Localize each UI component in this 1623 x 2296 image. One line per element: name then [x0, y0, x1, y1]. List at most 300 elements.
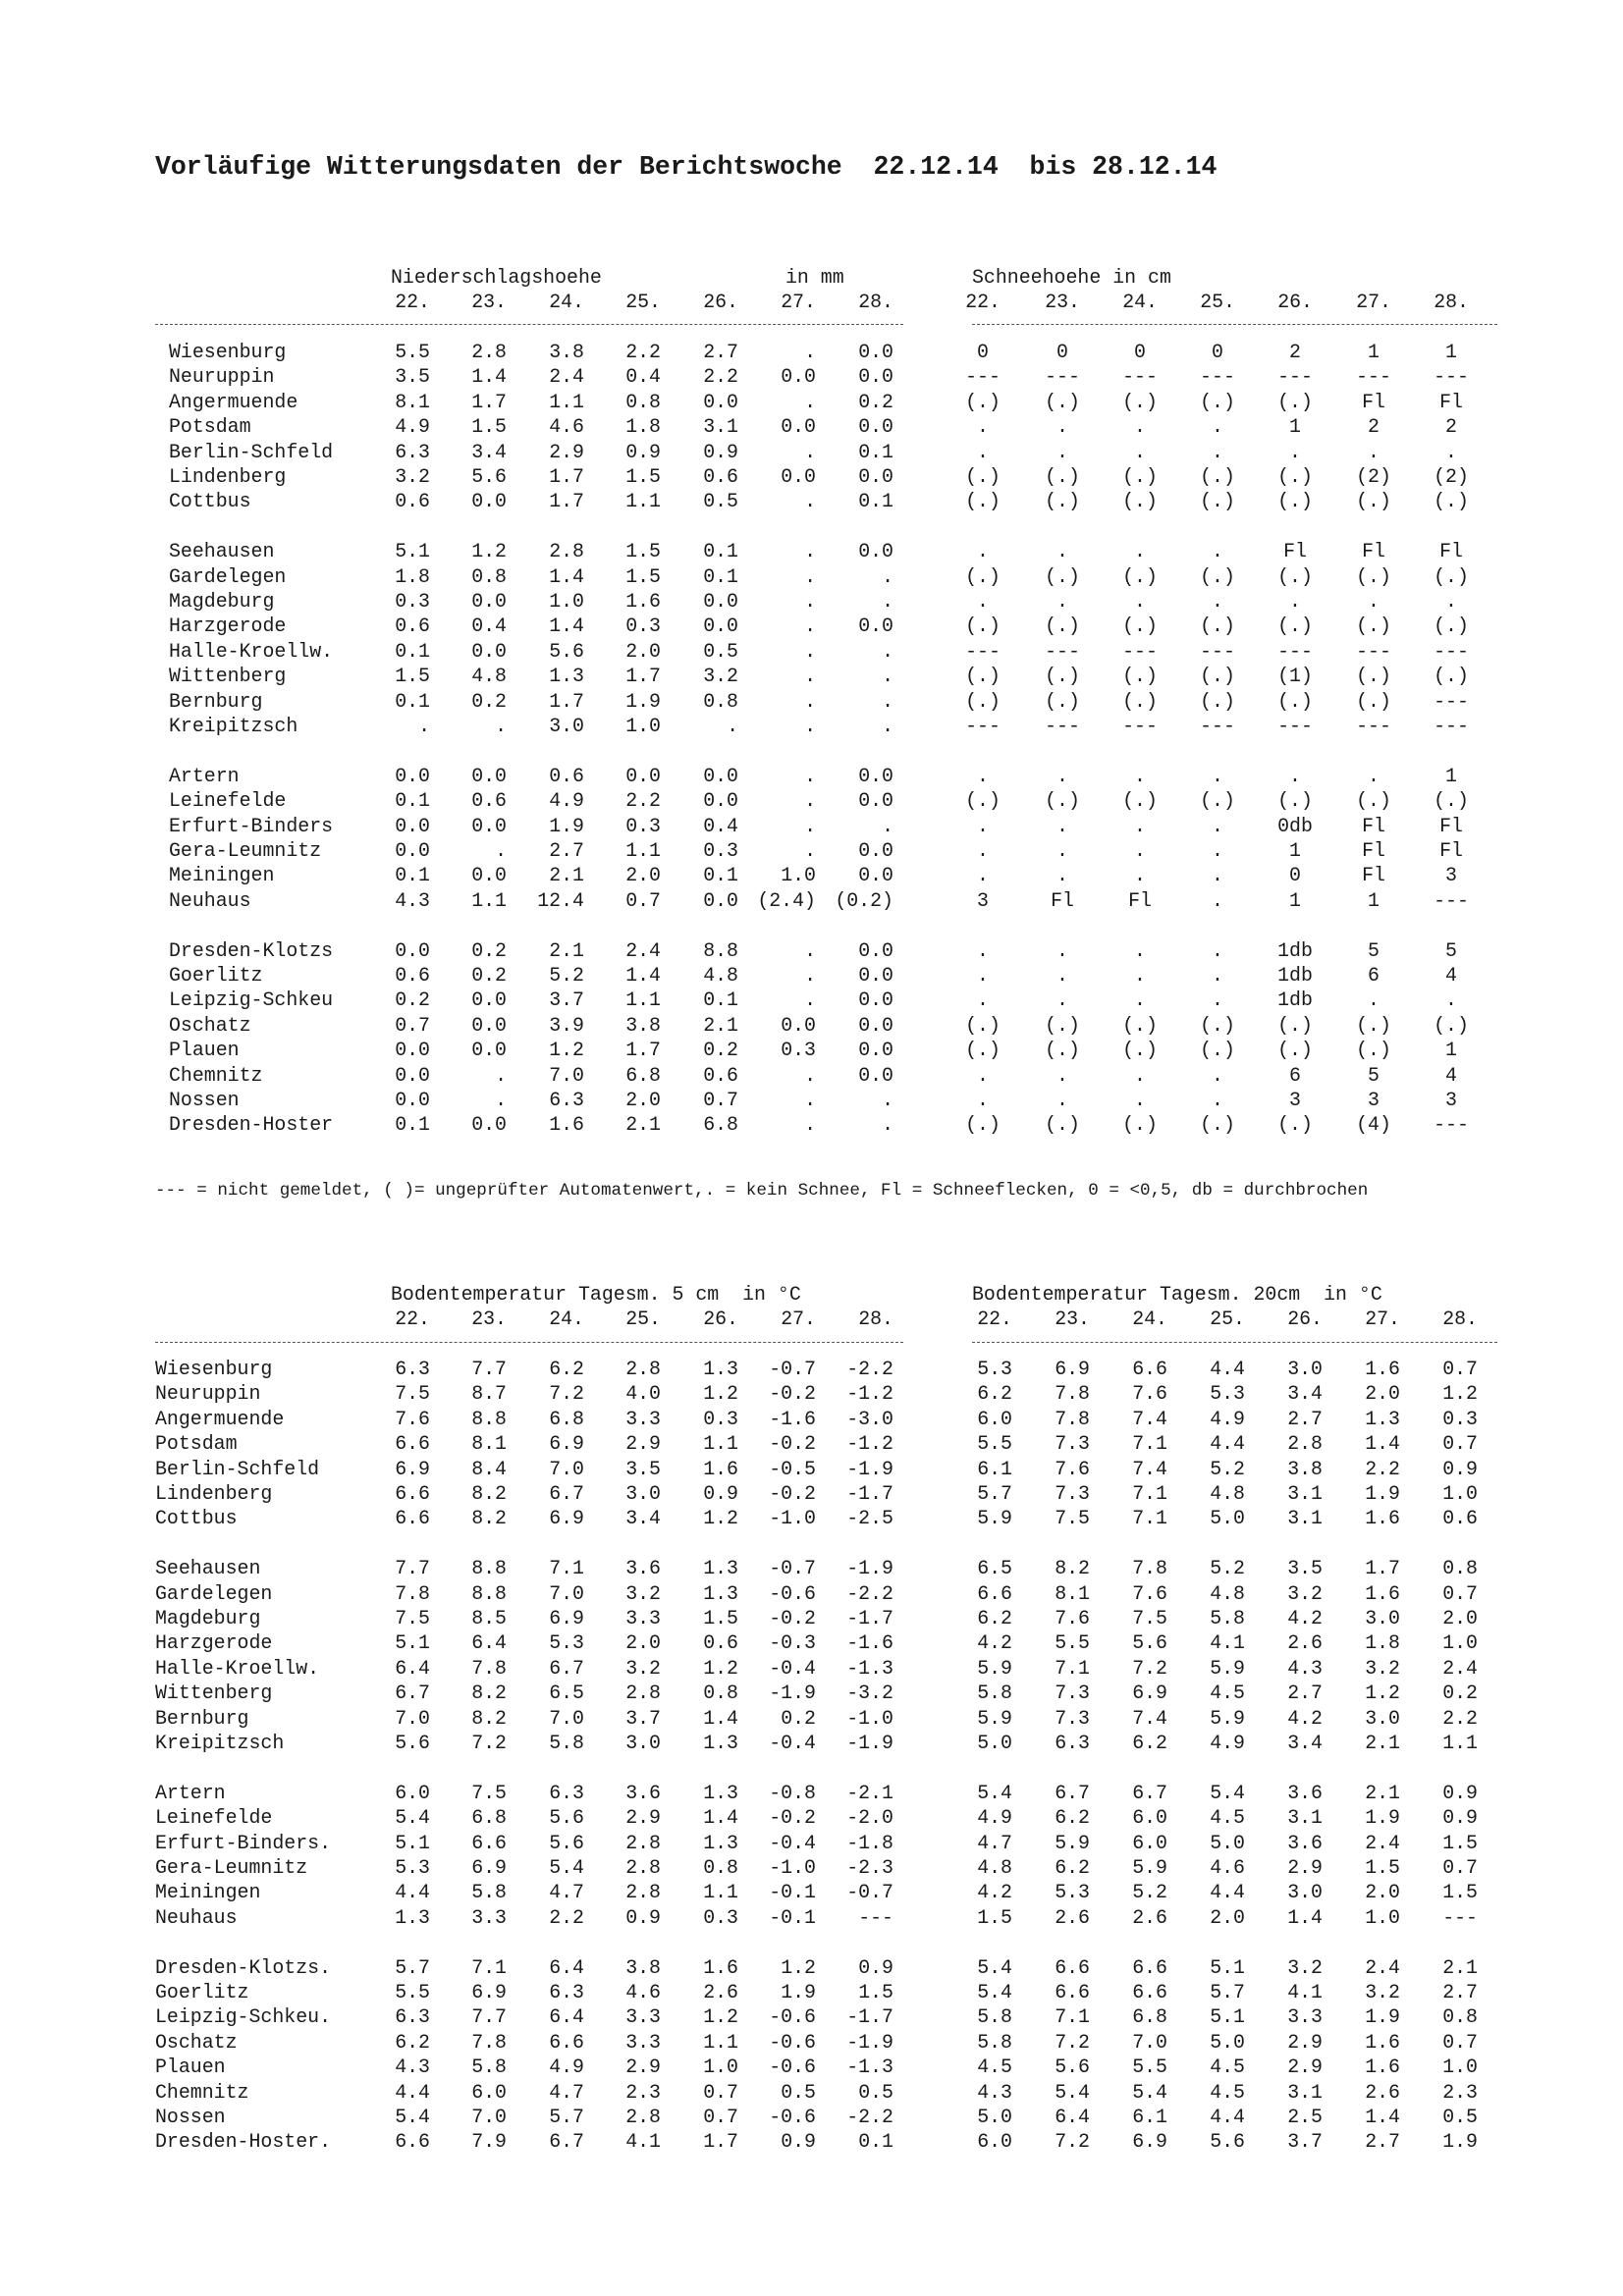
soil-5cm-value: 1.5 — [703, 1607, 738, 1629]
station-name: Wiesenburg — [155, 1358, 273, 1380]
precip-value: 0.0 — [395, 764, 430, 787]
soil-5cm-value: 5.1 — [395, 1831, 430, 1854]
soil-20cm-value: 1.6 — [1365, 1507, 1400, 1530]
soil-5cm-value: 6.2 — [549, 1358, 584, 1380]
precip-value: 0.0 — [703, 764, 738, 787]
precip-row — [0, 814, 1623, 838]
precip-value: . — [804, 839, 816, 862]
precip-value: . — [804, 614, 816, 638]
soil-20cm-value: 6.2 — [977, 1382, 1012, 1406]
soil-20cm-value: 5.9 — [1132, 1856, 1167, 1879]
precip-day-header: 26. — [703, 291, 738, 313]
snow-value: . — [1212, 888, 1223, 912]
snow-value: (.) — [1122, 1113, 1158, 1137]
soil-5cm-value: 1.2 — [781, 1955, 816, 1979]
precip-value: 1.4 — [549, 564, 584, 588]
soil-5cm-value: 6.9 — [471, 1981, 507, 2003]
precip-row — [0, 614, 1623, 638]
soil-20cm-value: 2.6 — [1132, 1905, 1167, 1929]
precip-value: 8.1 — [395, 390, 430, 413]
precip-value: 0.1 — [395, 1113, 430, 1137]
soil-20cm-value: 2.4 — [1365, 1831, 1400, 1854]
soil-5cm-value: 7.0 — [395, 1706, 430, 1730]
soil-row — [0, 1630, 1623, 1655]
station-name: Berlin-Schfeld — [169, 440, 334, 463]
station-name: Dresden-Klotzs — [169, 938, 334, 962]
soil-5cm-value: 2.8 — [625, 1682, 661, 1705]
soil-5cm-value: 6.6 — [395, 1507, 430, 1530]
snow-value: (.) — [1356, 689, 1391, 713]
soil-20cm-value: 1.4 — [1365, 1432, 1400, 1456]
snow-value: (.) — [1356, 1039, 1391, 1062]
precip-table-days — [0, 290, 1623, 314]
soil-20cm-value: 3.2 — [1365, 1656, 1400, 1680]
soil-5cm-value: 8.2 — [471, 1482, 507, 1505]
precip-value: 6.8 — [625, 1063, 661, 1087]
soil-5cm-value: 7.2 — [549, 1382, 584, 1406]
soil-5cm-value: 6.6 — [549, 2030, 584, 2054]
precip-value: 0.7 — [625, 888, 661, 912]
soil-5cm-value: -1.9 — [846, 1557, 893, 1580]
soil-20cm-value: 0.7 — [1442, 2030, 1478, 2054]
soil-20cm-value: 7.8 — [1055, 1407, 1090, 1430]
soil-5cm-value: 1.0 — [703, 2056, 738, 2079]
soil-20cm-value: 6.5 — [977, 1557, 1012, 1580]
soil-5cm-value: -1.2 — [846, 1432, 893, 1456]
snow-value: --- — [1122, 365, 1158, 389]
precip-value: . — [882, 689, 893, 713]
snow-value: . — [1289, 440, 1301, 463]
soil-5cm-value: -0.7 — [769, 1557, 816, 1580]
precip-value: 0.3 — [625, 814, 661, 837]
precip-value: . — [804, 341, 816, 363]
soil-5cm-value: -0.2 — [769, 1482, 816, 1505]
soil-20cm-value: 1.5 — [1442, 1881, 1478, 1904]
soil-5cm-value: 1.3 — [703, 1732, 738, 1754]
soil-20cm-value: 2.0 — [1365, 1881, 1400, 1904]
snow-value: (.) — [1122, 789, 1158, 813]
snow-value: 5 — [1368, 1063, 1380, 1087]
soil-5cm-value: 1.4 — [703, 1706, 738, 1730]
snow-value: . — [1134, 839, 1146, 862]
station-name: Potsdam — [169, 415, 251, 439]
precip-value: 4.8 — [703, 964, 738, 987]
snow-value: 3 — [1445, 1089, 1457, 1111]
precip-value: 0.0 — [703, 789, 738, 813]
precip-value: . — [804, 689, 816, 713]
snow-value: Fl — [1128, 888, 1152, 912]
precip-value: 1.5 — [625, 540, 661, 563]
snow-value: (.) — [1277, 1113, 1313, 1137]
soil-20cm-value: 5.1 — [1210, 2005, 1245, 2029]
station-name: Lindenberg — [169, 465, 287, 488]
soil-20cm-value: 1.6 — [1365, 1581, 1400, 1605]
snow-value: . — [977, 864, 989, 887]
snow-value: --- — [1434, 1113, 1469, 1137]
station-name: Harzgerode — [169, 614, 287, 638]
station-name: Erfurt-Binders — [169, 814, 334, 837]
station-name: Kreipitzsch — [169, 715, 298, 737]
soil-5cm-value: 7.6 — [395, 1407, 430, 1430]
soil-5cm-value: -2.2 — [846, 1358, 893, 1380]
soil-5cm-value: 1.3 — [703, 1831, 738, 1854]
snow-value: 0 — [1134, 341, 1146, 363]
soil-5cm-value: 1.1 — [703, 2030, 738, 2054]
precip-value: 4.8 — [471, 665, 507, 688]
soil-20cm-value: 2.8 — [1287, 1432, 1323, 1456]
soil-5cm-value: -2.2 — [846, 1581, 893, 1605]
soil-5cm-value: -0.2 — [769, 1382, 816, 1406]
snow-value: . — [977, 938, 989, 962]
soil-20cm-value: 5.2 — [1210, 1457, 1245, 1480]
soil-row — [0, 1381, 1623, 1406]
soil-5cm-day-header: 27. — [781, 1308, 816, 1330]
soil-5cm-value: 8.2 — [471, 1507, 507, 1530]
soil-5cm-value: -1.9 — [846, 1457, 893, 1480]
soil-20cm-value: 1.6 — [1365, 2030, 1400, 2054]
snow-value: 1 — [1289, 888, 1301, 912]
soil-5cm-value: 7.7 — [471, 1358, 507, 1380]
soil-20cm-value: 5.5 — [1132, 2056, 1167, 2079]
soil-20cm-value: 5.0 — [1210, 2030, 1245, 2054]
snow-value: . — [1056, 839, 1068, 862]
precip-value: 1.7 — [625, 665, 661, 688]
soil-5cm-value: -0.4 — [769, 1656, 816, 1680]
snow-value: (.) — [965, 614, 1001, 638]
snow-value: --- — [1122, 715, 1158, 737]
snow-value: Fl — [1362, 814, 1385, 837]
soil-5cm-value: 6.7 — [395, 1682, 430, 1705]
soil-20cm-value: 4.3 — [1287, 1656, 1323, 1680]
precip-value: 5.6 — [471, 465, 507, 488]
soil-5cm-value: 7.0 — [471, 2106, 507, 2128]
precip-value: 0.6 — [703, 465, 738, 488]
soil-20cm-value: 6.2 — [977, 1607, 1012, 1629]
soil-table-heading — [0, 1282, 1623, 1307]
precip-value: . — [804, 440, 816, 463]
precip-value: 6.3 — [395, 440, 430, 463]
soil-20cm-value: 2.4 — [1442, 1656, 1478, 1680]
soil-20cm-value: 5.6 — [1055, 2056, 1090, 2079]
soil-20cm-value: 2.9 — [1287, 1856, 1323, 1879]
station-name: Magdeburg — [169, 590, 275, 613]
soil-20cm-value: 4.2 — [977, 1631, 1012, 1655]
soil-table-days — [0, 1307, 1623, 1331]
soil-20cm-value: 6.2 — [1132, 1732, 1167, 1754]
station-name: Meiningen — [155, 1881, 261, 1904]
precip-value: 0.4 — [703, 814, 738, 837]
precip-row — [0, 664, 1623, 688]
soil-20cm-value: 5.8 — [977, 2030, 1012, 2054]
soil-20cm-value: 0.7 — [1442, 1432, 1478, 1456]
soil-5cm-value: 6.0 — [471, 2080, 507, 2104]
soil-5cm-value: 6.3 — [549, 1781, 584, 1804]
soil-5cm-value: 1.2 — [703, 1656, 738, 1680]
soil-20cm-value: 6.6 — [1132, 1358, 1167, 1380]
soil-5cm-value: 7.0 — [549, 1457, 584, 1480]
soil-5cm-value: 2.8 — [625, 1856, 661, 1879]
soil-20cm-value: 1.2 — [1442, 1382, 1478, 1406]
snow-value: (.) — [1045, 1013, 1080, 1037]
soil-20cm-value: 5.5 — [1055, 1631, 1090, 1655]
soil-5cm-value: 5.8 — [471, 1881, 507, 1904]
snow-value: 1 — [1445, 1039, 1457, 1062]
snow-value: 1db — [1277, 964, 1313, 987]
snow-value: --- — [1434, 888, 1469, 912]
soil-5cm-value: 7.9 — [471, 2130, 507, 2154]
precip-value: 0.0 — [858, 341, 893, 363]
precip-value: 0.0 — [395, 938, 430, 962]
soil-20cm-value: 6.1 — [1132, 2106, 1167, 2128]
snow-value: . — [1445, 440, 1457, 463]
precip-value: 0.2 — [471, 938, 507, 962]
soil-5cm-value: -0.6 — [769, 2106, 816, 2128]
soil-20cm-day-header: 27. — [1365, 1308, 1400, 1330]
soil-20cm-value: 5.9 — [1210, 1656, 1245, 1680]
snow-value: . — [1212, 938, 1223, 962]
precip-value: . — [804, 639, 816, 663]
snow-value: --- — [1045, 639, 1080, 663]
soil-5cm-value: 6.6 — [471, 1831, 507, 1854]
soil-20cm-value: 2.9 — [1287, 2056, 1323, 2079]
soil-5cm-value: -2.5 — [846, 1507, 893, 1530]
precip-value: 1.7 — [549, 689, 584, 713]
station-name: Dresden-Klotzs. — [155, 1955, 332, 1979]
soil-20cm-value: 3.5 — [1287, 1557, 1323, 1580]
snow-value: (.) — [1200, 465, 1235, 488]
precip-value: 0.0 — [471, 764, 507, 787]
soil-20cm-value: 2.6 — [1287, 1631, 1323, 1655]
snow-value: (.) — [1045, 614, 1080, 638]
soil-20cm-value: 3.2 — [1365, 1981, 1400, 2003]
precip-value: 0.0 — [703, 390, 738, 413]
precip-value: 0.0 — [858, 415, 893, 439]
snow-value: (.) — [1122, 564, 1158, 588]
snow-value: . — [1212, 1063, 1223, 1087]
soil-row — [0, 2080, 1623, 2105]
soil-20cm-value: 1.5 — [977, 1905, 1012, 1929]
soil-5cm-value: -2.2 — [846, 2106, 893, 2128]
snow-value: . — [1134, 540, 1146, 563]
soil-20cm-value: 2.2 — [1365, 1457, 1400, 1480]
precip-row — [0, 589, 1623, 614]
snow-value: (.) — [1045, 465, 1080, 488]
soil-5cm-value: 6.7 — [549, 2130, 584, 2154]
precip-value: 2.4 — [625, 938, 661, 962]
soil-5cm-value: 5.1 — [395, 1631, 430, 1655]
soil-5cm-value: 0.1 — [858, 2130, 893, 2154]
snow-value: Fl — [1362, 839, 1385, 862]
snow-value: 5 — [1445, 938, 1457, 962]
station-name: Wittenberg — [155, 1682, 273, 1705]
soil-5cm-value: 3.2 — [625, 1581, 661, 1605]
station-name: Chemnitz — [169, 1063, 263, 1087]
snow-value: (.) — [965, 1113, 1001, 1137]
soil-5cm-value: -2.1 — [846, 1781, 893, 1804]
soil-20cm-value: 2.0 — [1442, 1607, 1478, 1629]
soil-20cm-value: 5.3 — [1210, 1382, 1245, 1406]
soil-20cm-value: 4.8 — [1210, 1581, 1245, 1605]
snow-value: (.) — [1434, 789, 1469, 813]
precip-value: 4.9 — [395, 415, 430, 439]
station-name: Lindenberg — [155, 1482, 273, 1505]
snow-value: 2 — [1289, 341, 1301, 363]
soil-5cm-value: 7.7 — [395, 1557, 430, 1580]
snow-value: (.) — [1045, 390, 1080, 413]
soil-5cm-value: -0.6 — [769, 2030, 816, 2054]
soil-20cm-value: 7.2 — [1055, 2130, 1090, 2154]
station-name: Leipzig-Schkeu — [169, 988, 334, 1012]
soil-5cm-value: 7.8 — [471, 1656, 507, 1680]
snow-value: (.) — [1122, 490, 1158, 513]
snow-value: . — [1212, 764, 1223, 787]
soil-5cm-heading: Bodentemperatur Tagesm. 5 cm in °C — [391, 1283, 801, 1306]
soil-20cm-value: 2.0 — [1365, 1382, 1400, 1406]
soil-20cm-value: 5.4 — [977, 1781, 1012, 1804]
precip-value: 2.8 — [471, 341, 507, 363]
snow-value: Fl — [1439, 540, 1463, 563]
precip-value: (2.4) — [757, 888, 816, 912]
precip-value: . — [804, 715, 816, 737]
snow-value: (.) — [965, 490, 1001, 513]
soil-5cm-value: 2.8 — [625, 1881, 661, 1904]
soil-20cm-value: 4.2 — [1287, 1706, 1323, 1730]
soil-20cm-value: 0.8 — [1442, 2005, 1478, 2029]
snow-value: . — [1056, 864, 1068, 887]
soil-row — [0, 1656, 1623, 1681]
soil-5cm-value: 0.8 — [703, 1682, 738, 1705]
snow-value: . — [1056, 764, 1068, 787]
soil-5cm-value: 8.8 — [471, 1557, 507, 1580]
soil-row — [0, 1481, 1623, 1506]
snow-value: . — [1368, 988, 1380, 1012]
soil-20cm-value: 5.4 — [1055, 2080, 1090, 2104]
precip-value: . — [804, 564, 816, 588]
snow-value: . — [1212, 415, 1223, 439]
soil-20cm-day-header: 23. — [1055, 1308, 1090, 1330]
precip-value: 0.0 — [395, 814, 430, 837]
soil-20cm-value: 5.5 — [977, 1432, 1012, 1456]
soil-20cm-value: 4.2 — [1287, 1607, 1323, 1629]
precip-value: 2.2 — [625, 341, 661, 363]
precip-row — [0, 539, 1623, 563]
soil-20cm-value: 3.1 — [1287, 2080, 1323, 2104]
soil-20cm-value: 7.6 — [1055, 1457, 1090, 1480]
soil-20cm-value: 1.0 — [1442, 2056, 1478, 2079]
soil-5cm-value: 5.8 — [549, 1732, 584, 1754]
station-name: Erfurt-Binders. — [155, 1831, 332, 1854]
precip-value: 1.1 — [625, 988, 661, 1012]
precip-value: 2.1 — [703, 1013, 738, 1037]
soil-5cm-value: -0.8 — [769, 1781, 816, 1804]
soil-20cm-value: 4.9 — [977, 1806, 1012, 1830]
snow-value: . — [977, 988, 989, 1012]
soil-5cm-value: 0.9 — [625, 1905, 661, 1929]
soil-5cm-value: 3.0 — [625, 1482, 661, 1505]
soil-5cm-value: 8.1 — [471, 1432, 507, 1456]
soil-5cm-value: 6.6 — [395, 1482, 430, 1505]
snow-value: 0 — [977, 341, 989, 363]
snow-day-header: 28. — [1434, 291, 1469, 313]
soil-20cm-value: 1.5 — [1442, 1831, 1478, 1854]
precip-value: 0.1 — [395, 689, 430, 713]
snow-value: (.) — [1434, 1013, 1469, 1037]
soil-20cm-value: 7.4 — [1132, 1706, 1167, 1730]
precip-value: 0.5 — [703, 639, 738, 663]
soil-5cm-value: 5.6 — [549, 1831, 584, 1854]
snow-value: (.) — [1277, 614, 1313, 638]
snow-value: (.) — [1122, 465, 1158, 488]
snow-value: (.) — [1045, 1039, 1080, 1062]
snow-value: --- — [1434, 639, 1469, 663]
precip-row — [0, 1013, 1623, 1038]
soil-20cm-value: 6.2 — [1055, 1806, 1090, 1830]
precip-value: 0.7 — [395, 1013, 430, 1037]
soil-5cm-value: -0.7 — [769, 1358, 816, 1380]
soil-5cm-value: 4.6 — [625, 1981, 661, 2003]
snow-day-header: 24. — [1122, 291, 1158, 313]
soil-20cm-value: 5.9 — [1210, 1706, 1245, 1730]
soil-20cm-value: 2.5 — [1287, 2106, 1323, 2128]
precip-value: 1.4 — [471, 365, 507, 389]
soil-20cm-value: 8.1 — [1055, 1581, 1090, 1605]
soil-5cm-value: 2.2 — [549, 1905, 584, 1929]
snow-value: (2) — [1434, 465, 1469, 488]
station-name: Leipzig-Schkeu. — [155, 2005, 332, 2029]
soil-20cm-value: 3.1 — [1287, 1507, 1323, 1530]
precip-value: 1.5 — [471, 415, 507, 439]
precip-value: 1.2 — [471, 540, 507, 563]
snow-value: (.) — [1200, 1013, 1235, 1037]
snow-value: (.) — [1200, 689, 1235, 713]
soil-5cm-value: 3.3 — [471, 1905, 507, 1929]
snow-value: (.) — [1045, 490, 1080, 513]
precip-value: 2.2 — [703, 365, 738, 389]
soil-5cm-value: 6.4 — [549, 1955, 584, 1979]
soil-20cm-value: 6.6 — [1055, 1981, 1090, 2003]
soil-20cm-value: 7.1 — [1132, 1507, 1167, 1530]
precip-value: 2.4 — [549, 365, 584, 389]
soil-20cm-value: 6.3 — [1055, 1732, 1090, 1754]
soil-20cm-value: 1.9 — [1365, 2005, 1400, 2029]
soil-5cm-day-header: 25. — [625, 1308, 661, 1330]
soil-20cm-value: 5.0 — [1210, 1507, 1245, 1530]
soil-20cm-value: 5.0 — [977, 1732, 1012, 1754]
soil-20cm-value: 5.4 — [977, 1981, 1012, 2003]
soil-5cm-value: 2.8 — [625, 2106, 661, 2128]
snow-value: (.) — [1434, 490, 1469, 513]
soil-20cm-value: 8.2 — [1055, 1557, 1090, 1580]
station-name: Wittenberg — [169, 665, 287, 688]
snow-value: --- — [1277, 365, 1313, 389]
precip-value: 0.4 — [471, 614, 507, 638]
precip-value: 0.1 — [703, 864, 738, 887]
soil-row — [0, 1706, 1623, 1731]
precip-value: . — [804, 540, 816, 563]
precip-value: 0.0 — [471, 1113, 507, 1137]
precip-value: 3.7 — [549, 988, 584, 1012]
station-name: Neuruppin — [155, 1382, 261, 1406]
soil-row — [0, 1831, 1623, 1855]
station-name: Seehausen — [169, 540, 275, 563]
soil-5cm-value: 6.4 — [549, 2005, 584, 2029]
snow-value: . — [1056, 590, 1068, 613]
precip-value: 2.0 — [625, 1089, 661, 1111]
snow-value: . — [1212, 590, 1223, 613]
soil-20cm-value: 4.3 — [977, 2080, 1012, 2104]
precip-row — [0, 788, 1623, 813]
station-name: Dresden-Hoster — [169, 1113, 334, 1137]
